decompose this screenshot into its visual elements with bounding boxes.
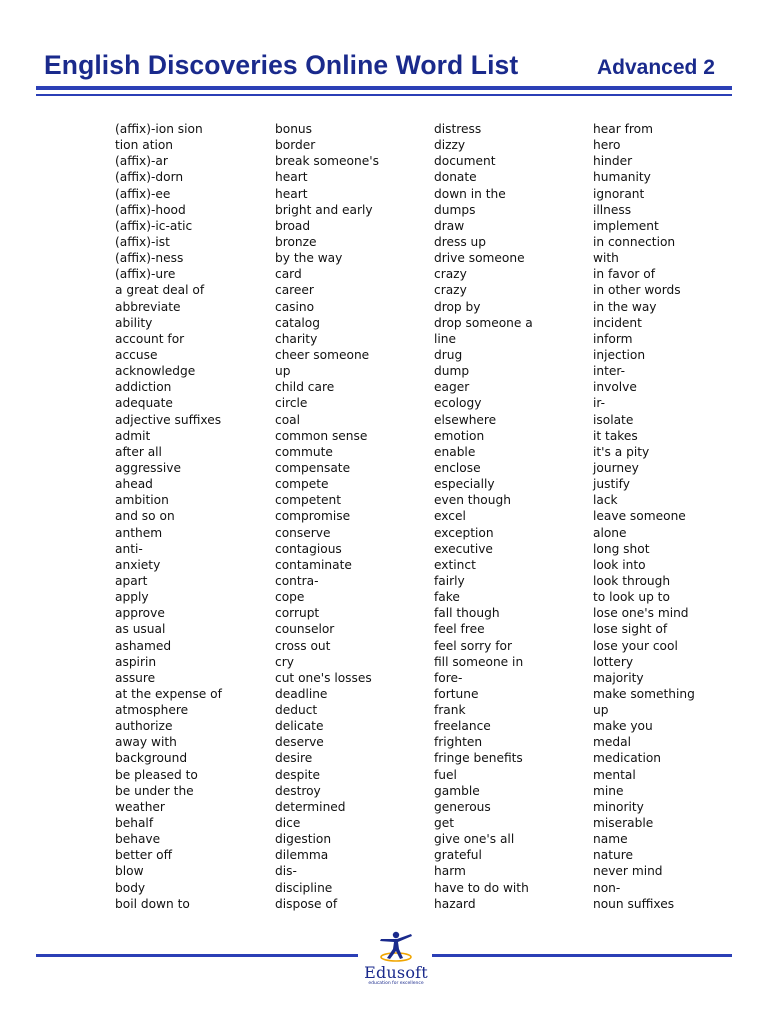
word-item: anthem	[115, 525, 163, 540]
word-item: noun suffixes	[593, 896, 675, 911]
word-item: apply	[115, 590, 149, 605]
word-item: grateful	[434, 848, 482, 863]
word-item: dizzy	[434, 138, 466, 153]
word-item: dispose of	[275, 896, 338, 911]
word-item: a great deal of	[115, 283, 205, 298]
word-item: broad	[275, 218, 311, 233]
word-item: drive someone	[434, 251, 525, 266]
word-item: get	[434, 816, 455, 831]
word-item: extinct	[434, 557, 476, 572]
word-item: charity	[275, 331, 318, 346]
word-item: dis-	[275, 864, 297, 879]
word-item: miserable	[593, 816, 654, 831]
word-item: look through	[593, 573, 671, 588]
word-item: involve	[593, 380, 637, 395]
level-label: Advanced 2	[597, 56, 715, 79]
word-item: dump	[434, 364, 470, 379]
word-item: fake	[434, 590, 460, 605]
word-column-3	[434, 121, 533, 912]
word-item: (affix)-hood	[115, 202, 186, 217]
word-item: deadline	[275, 686, 328, 701]
footer-rule-right	[432, 954, 732, 957]
word-item: behave	[115, 832, 161, 847]
word-item: excel	[434, 509, 466, 524]
word-item: majority	[593, 670, 644, 685]
word-item: minority	[593, 799, 644, 814]
word-item: in other words	[593, 283, 681, 298]
word-item: make something	[593, 686, 695, 701]
word-item: delicate	[275, 719, 324, 734]
word-item: drug	[434, 347, 463, 362]
word-item: cry	[275, 654, 294, 669]
word-item: ir-	[593, 396, 606, 411]
word-item: in the way	[593, 299, 657, 314]
word-item: (affix)-ic-atic	[115, 218, 193, 233]
word-item: conserve	[275, 525, 331, 540]
header-rule-thin	[36, 94, 732, 96]
word-item: fall though	[434, 606, 500, 621]
word-column-4	[593, 121, 695, 912]
word-item: it's a pity	[593, 444, 650, 459]
word-item: be under the	[115, 783, 194, 798]
word-item: generous	[434, 799, 491, 814]
word-item: fortune	[434, 686, 479, 701]
word-item: inform	[593, 331, 633, 346]
word-item: document	[434, 154, 496, 169]
word-item: circle	[275, 396, 308, 411]
word-item: weather	[115, 799, 165, 814]
word-item: anti-	[115, 541, 143, 556]
word-item: adjective suffixes	[115, 412, 222, 427]
word-item: ahead	[115, 477, 153, 492]
word-item: addiction	[115, 380, 172, 395]
word-item: acknowledge	[115, 364, 196, 379]
word-item: in connection	[593, 234, 676, 249]
word-item: corrupt	[275, 606, 320, 621]
word-item: lose sight of	[593, 622, 668, 637]
word-item: dice	[275, 816, 301, 831]
word-item: background	[115, 751, 188, 766]
word-column-1	[115, 121, 222, 912]
word-item: hazard	[434, 896, 476, 911]
word-item: drop someone a	[434, 315, 533, 330]
word-item: up	[275, 364, 291, 379]
word-item: ignorant	[593, 186, 645, 201]
word-item: dilemma	[275, 848, 329, 863]
word-item: illness	[593, 202, 632, 217]
word-item: (affix)-ure	[115, 267, 176, 282]
word-item: aggressive	[115, 460, 181, 475]
word-item: frighten	[434, 735, 483, 750]
word-item: journey	[593, 460, 639, 475]
word-item: drop by	[434, 299, 481, 314]
word-item: mine	[593, 783, 624, 798]
word-item: gamble	[434, 783, 480, 798]
word-item: deserve	[275, 735, 324, 750]
word-item: and so on	[115, 509, 175, 524]
word-item: distress	[434, 122, 482, 136]
word-item: (affix)-ion sion	[115, 122, 203, 136]
word-item: apart	[115, 573, 148, 588]
word-item: hear from	[593, 122, 653, 136]
word-item: card	[275, 267, 302, 282]
word-item: ambition	[115, 493, 169, 508]
word-item: cope	[275, 590, 305, 605]
word-item: anxiety	[115, 557, 161, 572]
word-item: fill someone in	[434, 654, 524, 669]
word-item: alone	[593, 525, 627, 540]
word-item: feel sorry for	[434, 638, 513, 653]
word-item: injection	[593, 347, 646, 362]
word-item: career	[275, 283, 314, 298]
word-item: border	[275, 138, 316, 153]
header-rule-thick	[36, 86, 732, 90]
word-item: destroy	[275, 783, 321, 798]
word-item: enclose	[434, 460, 481, 475]
word-item: leave someone	[593, 509, 686, 524]
word-item: dress up	[434, 234, 487, 249]
word-item: (affix)-ist	[115, 234, 170, 249]
word-item: even though	[434, 493, 511, 508]
word-item: approve	[115, 606, 165, 621]
word-item: long shot	[593, 541, 650, 556]
word-item: by the way	[275, 251, 343, 266]
word-item: enable	[434, 444, 476, 459]
person-figure-icon	[360, 930, 432, 964]
word-item: harm	[434, 864, 466, 879]
logo-tagline: education for excellence	[368, 981, 424, 986]
word-item: fuel	[434, 767, 457, 782]
word-item: cheer someone	[275, 347, 370, 362]
word-item: frank	[434, 703, 466, 718]
word-item: atmosphere	[115, 703, 189, 718]
word-item: have to do with	[434, 880, 529, 895]
word-item: heart	[275, 170, 308, 185]
word-item: lose your cool	[593, 638, 678, 653]
word-item: line	[434, 331, 456, 346]
word-item: determined	[275, 799, 346, 814]
word-item: tion ation	[115, 138, 174, 153]
word-item: humanity	[593, 170, 651, 185]
word-item: non-	[593, 880, 621, 895]
word-item: dumps	[434, 202, 476, 217]
word-item: child care	[275, 380, 335, 395]
word-item: catalog	[275, 315, 320, 330]
word-item: compensate	[275, 460, 351, 475]
word-item: ability	[115, 315, 153, 330]
word-item: ashamed	[115, 638, 172, 653]
word-item: with	[593, 251, 619, 266]
word-item: never mind	[593, 864, 663, 879]
word-item: elsewhere	[434, 412, 497, 427]
word-item: fringe benefits	[434, 751, 523, 766]
word-item: look into	[593, 557, 646, 572]
word-item: medal	[593, 735, 631, 750]
word-item: justify	[593, 477, 630, 492]
word-item: hinder	[593, 154, 633, 169]
word-item: executive	[434, 541, 493, 556]
word-item: emotion	[434, 428, 485, 443]
word-item: admit	[115, 428, 151, 443]
word-item: lack	[593, 493, 618, 508]
word-item: (affix)-ness	[115, 251, 184, 266]
word-item: isolate	[593, 412, 634, 427]
edusoft-logo	[360, 930, 432, 990]
logo-wordmark: Edusoft	[364, 963, 428, 982]
word-item: casino	[275, 299, 315, 314]
word-item: be pleased to	[115, 767, 198, 782]
word-item: boil down to	[115, 896, 190, 911]
word-item: nature	[593, 848, 633, 863]
word-item: as usual	[115, 622, 166, 637]
word-item: eager	[434, 380, 470, 395]
word-item: fairly	[434, 573, 465, 588]
word-item: digestion	[275, 832, 332, 847]
word-item: to look up to	[593, 590, 670, 605]
word-item: behalf	[115, 816, 154, 831]
word-item: up	[593, 703, 609, 718]
word-item: medication	[593, 751, 662, 766]
word-item: contagious	[275, 541, 342, 556]
word-item: contra-	[275, 573, 319, 588]
word-item: draw	[434, 218, 465, 233]
word-item: aspirin	[115, 654, 157, 669]
word-item: accuse	[115, 347, 158, 362]
word-item: bronze	[275, 234, 317, 249]
word-item: implement	[593, 218, 659, 233]
word-item: crazy	[434, 283, 467, 298]
word-item: body	[115, 880, 146, 895]
word-item: compromise	[275, 509, 351, 524]
word-item: after all	[115, 444, 162, 459]
word-item: blow	[115, 864, 144, 879]
word-item: in favor of	[593, 267, 656, 282]
word-item: especially	[434, 477, 495, 492]
word-item: make you	[593, 719, 653, 734]
word-item: commute	[275, 444, 333, 459]
word-item: assure	[115, 670, 156, 685]
word-item: deduct	[275, 703, 318, 718]
word-item: cross out	[275, 638, 331, 653]
word-item: (affix)-ee	[115, 186, 171, 201]
word-item: better off	[115, 848, 173, 863]
word-item: compete	[275, 477, 329, 492]
word-item: coal	[275, 412, 301, 427]
word-item: donate	[434, 170, 477, 185]
word-item: account for	[115, 331, 185, 346]
word-item: down in the	[434, 186, 506, 201]
word-item: counselor	[275, 622, 335, 637]
word-item: contaminate	[275, 557, 352, 572]
word-item: heart	[275, 186, 308, 201]
word-item: crazy	[434, 267, 467, 282]
word-item: exception	[434, 525, 494, 540]
word-item: freelance	[434, 719, 491, 734]
word-item: (affix)-dorn	[115, 170, 184, 185]
word-item: at the expense of	[115, 686, 222, 701]
word-item: despite	[275, 767, 320, 782]
word-item: inter-	[593, 364, 626, 379]
word-item: common sense	[275, 428, 368, 443]
page-title: English Discoveries Online Word List	[44, 50, 519, 80]
word-item: lose one's mind	[593, 606, 689, 621]
word-item: bright and early	[275, 202, 373, 217]
word-item: give one's all	[434, 832, 515, 847]
word-item: it takes	[593, 428, 638, 443]
word-item: name	[593, 832, 628, 847]
word-item: ecology	[434, 396, 482, 411]
word-item: lottery	[593, 654, 634, 669]
word-item: desire	[275, 751, 313, 766]
word-item: (affix)-ar	[115, 154, 168, 169]
word-item: abbreviate	[115, 299, 181, 314]
word-item: competent	[275, 493, 342, 508]
word-item: fore-	[434, 670, 463, 685]
word-item: feel free	[434, 622, 485, 637]
footer-rule-left	[36, 954, 358, 957]
word-item: adequate	[115, 396, 173, 411]
word-item: hero	[593, 138, 621, 153]
word-item: mental	[593, 767, 636, 782]
word-item: discipline	[275, 880, 333, 895]
word-item: bonus	[275, 122, 312, 136]
word-item: incident	[593, 315, 642, 330]
word-item: break someone's	[275, 154, 379, 169]
word-item: cut one's losses	[275, 670, 372, 685]
word-item: authorize	[115, 719, 173, 734]
word-item: away with	[115, 735, 177, 750]
word-column-2	[275, 121, 379, 912]
